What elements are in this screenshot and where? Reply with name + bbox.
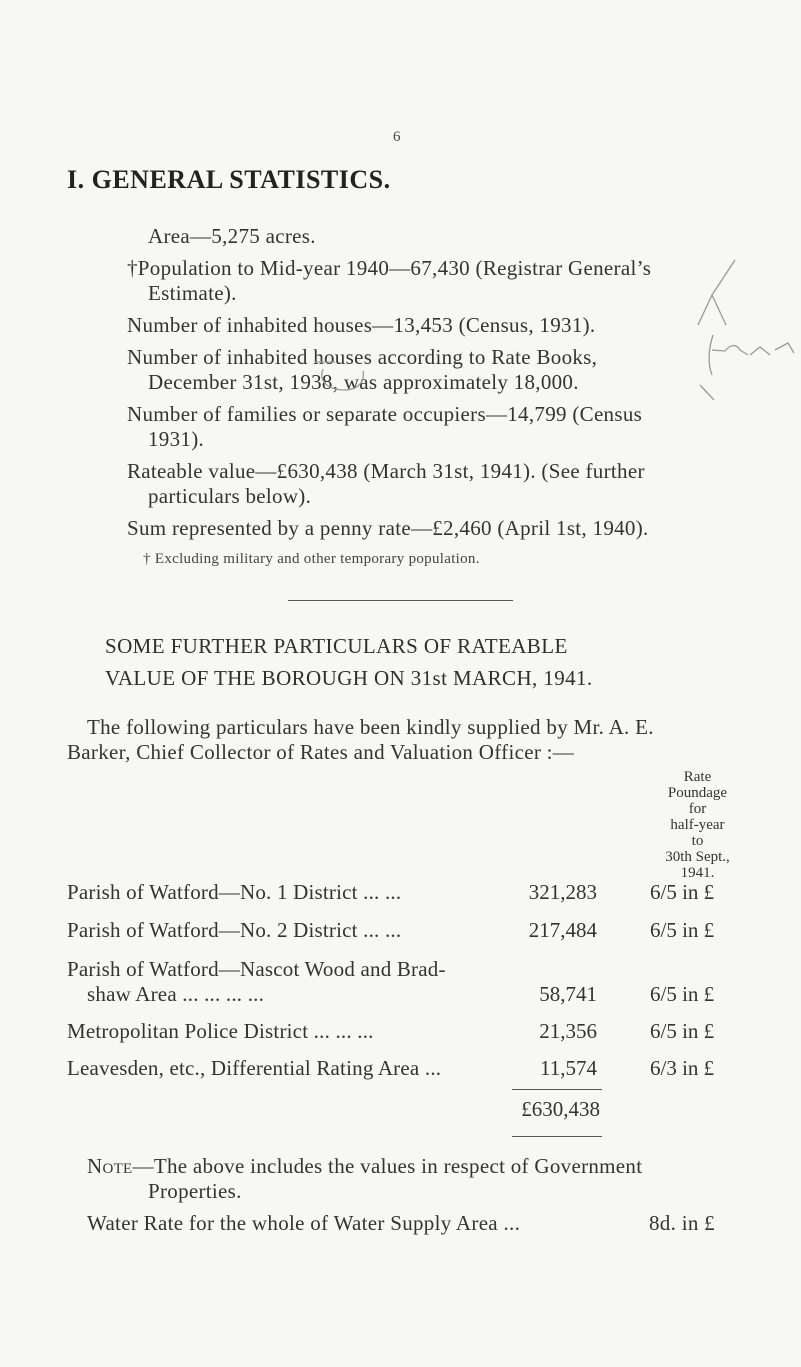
table-row-value: 217,484 (528, 918, 597, 942)
table-row-label: Parish of Watford—No. 1 District ... ... (67, 880, 402, 904)
section-heading: I. GENERAL STATISTICS. (67, 165, 391, 194)
table-row-value: 11,574 (540, 1056, 597, 1080)
handwritten-circle-mark (315, 357, 375, 395)
header-line: for (688, 801, 707, 817)
table-row-rate: 6/5 in £ (650, 1019, 715, 1043)
population-line-1: †Population to Mid-year 1940—67,430 (Registrar General’s (127, 256, 652, 280)
houses-rate-line-1: Number of inhabited houses according to Rate Books, (127, 345, 598, 369)
population-line-2: Estimate). (148, 281, 237, 305)
water-rate-value: 8d. in £ (649, 1211, 715, 1235)
water-rate-label: Water Rate for the whole of Water Supply Area ... (87, 1211, 521, 1235)
header-line: Rate (683, 769, 712, 785)
handwritten-annotation (690, 255, 801, 430)
section-divider (288, 600, 513, 601)
rate-column-header (645, 769, 750, 881)
table-row-rate: 6/5 in £ (650, 918, 715, 942)
table-row-rate: 6/5 in £ (650, 982, 715, 1006)
table-row-label: Parish of Watford—No. 2 District ... ... (67, 918, 402, 942)
intro-line-2: Barker, Chief Collector of Rates and Valuation Officer :— (67, 740, 575, 764)
table-row-rate: 6/3 in £ (650, 1056, 715, 1080)
table-row-label-continued: shaw Area ... ... ... ... (87, 982, 265, 1006)
note-line-1 (87, 1154, 642, 1179)
note-prefix: Note (87, 1154, 133, 1178)
families-line-1: Number of families or separate occupiers—14,799 (Census (127, 402, 643, 426)
header-line: 30th Sept., (665, 849, 730, 865)
total-rule-bottom (512, 1136, 602, 1137)
table-row-rate: 6/5 in £ (650, 880, 715, 904)
header-line: Poundage (667, 785, 728, 801)
header-line: half-year (670, 817, 725, 833)
intro-line-1: The following particulars have been kindly supplied by Mr. A. E. (87, 715, 654, 739)
rateable-line-2: particulars below). (148, 484, 312, 508)
total-value: £630,438 (521, 1097, 600, 1121)
table-row-label: Parish of Watford—Nascot Wood and Brad- (67, 957, 446, 981)
families-line-2: 1931). (148, 427, 205, 451)
header-line: 1941. (680, 865, 715, 881)
penny-rate-line: Sum represented by a penny rate—£2,460 (April 1st, 1940). (127, 516, 649, 540)
total-rule-top (512, 1089, 602, 1090)
note-line-2: Properties. (148, 1179, 242, 1203)
note-text: —The above includes the values in respect of Government (132, 1154, 643, 1178)
rateable-line-1: Rateable value—£630,438 (March 31st, 1941). (See further (127, 459, 645, 483)
table-row-value: 21,356 (539, 1019, 597, 1043)
footnote: † Excluding military and other temporary population. (143, 551, 480, 567)
area-line: Area—5,275 acres. (148, 224, 316, 248)
table-row-label: Leavesden, etc., Differential Rating Area ... (67, 1056, 442, 1080)
header-line: to (691, 833, 704, 849)
houses-rate-line-2: December 31st, 1938, was approximately 18,000. (148, 370, 579, 394)
particulars-title-line-2: VALUE OF THE BOROUGH ON 31st MARCH, 1941. (105, 666, 593, 690)
particulars-title-line-1: SOME FURTHER PARTICULARS OF RATEABLE (105, 634, 568, 658)
table-row-label: Metropolitan Police District ... ... ... (67, 1019, 374, 1043)
page-number: 6 (393, 129, 401, 145)
table-row-value: 321,283 (528, 880, 597, 904)
table-row-value: 58,741 (539, 982, 597, 1006)
houses-census-line: Number of inhabited houses—13,453 (Census, 1931). (127, 313, 596, 337)
